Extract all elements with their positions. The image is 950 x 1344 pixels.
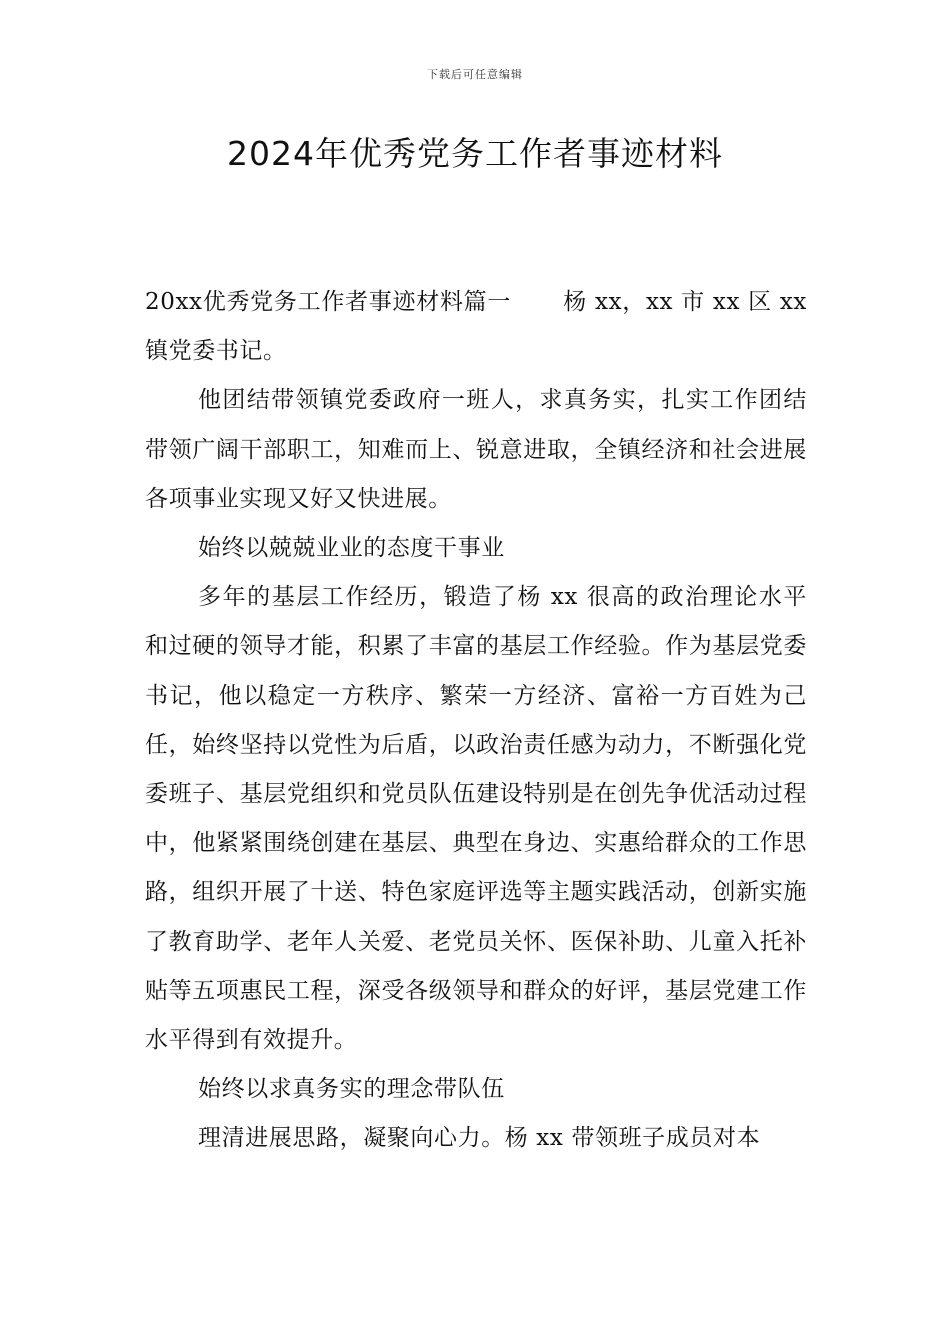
intro-subject: 杨 xx，xx 市 xx 区 xx 镇党委书记。 [145,289,807,365]
header-note: 下载后可任意编辑 [427,68,523,81]
document-title: 2024年优秀党务工作者事迹材料 [227,134,723,173]
intro-heading: 20xx优秀党务工作者事迹材料篇一 [145,289,512,315]
body-paragraph: 多年的基层工作经历，锻造了杨 xx 很高的政治理论水平和过硬的领导才能，积累了丰富的基层工作经验。作为基层党委书记，他以稳定一方秩序、繁荣一方经济、富裕一方百姓为己任，始终坚持以党性为后盾，以政治责任感为动力，不断强化党委班子、基层党组织和党员队伍建设特别是在创先争优活动过程中，他紧紧围绕创建在基层、典型在身边、实惠给群众的工作思路，组织开展了十送、特色家庭评选等主题实践活动，创新实施了教育助学、老年人关爱、老党员关怀、医保补助、儿童入托补贴等五项惠民工程，深受各级领导和群众的好评，基层党建工作水平得到有效提升。 [145,584,807,1054]
section-heading: 始终以求真务实的理念带队伍 [198,1076,505,1103]
document-body [145,278,807,1164]
body-paragraph: 理清进展思路，凝聚向心力。杨 xx 带领班子成员对本 [198,1125,761,1152]
intro-paragraph [145,278,807,376]
body-paragraph: 他团结带领镇党委政府一班人，求真务实，扎实工作团结带领广阔干部职工，知难而上、锐意进取，全镇经济和社会进展各项事业实现又好又快进展。 [145,387,807,512]
section-heading: 始终以兢兢业业的态度干事业 [198,535,505,562]
